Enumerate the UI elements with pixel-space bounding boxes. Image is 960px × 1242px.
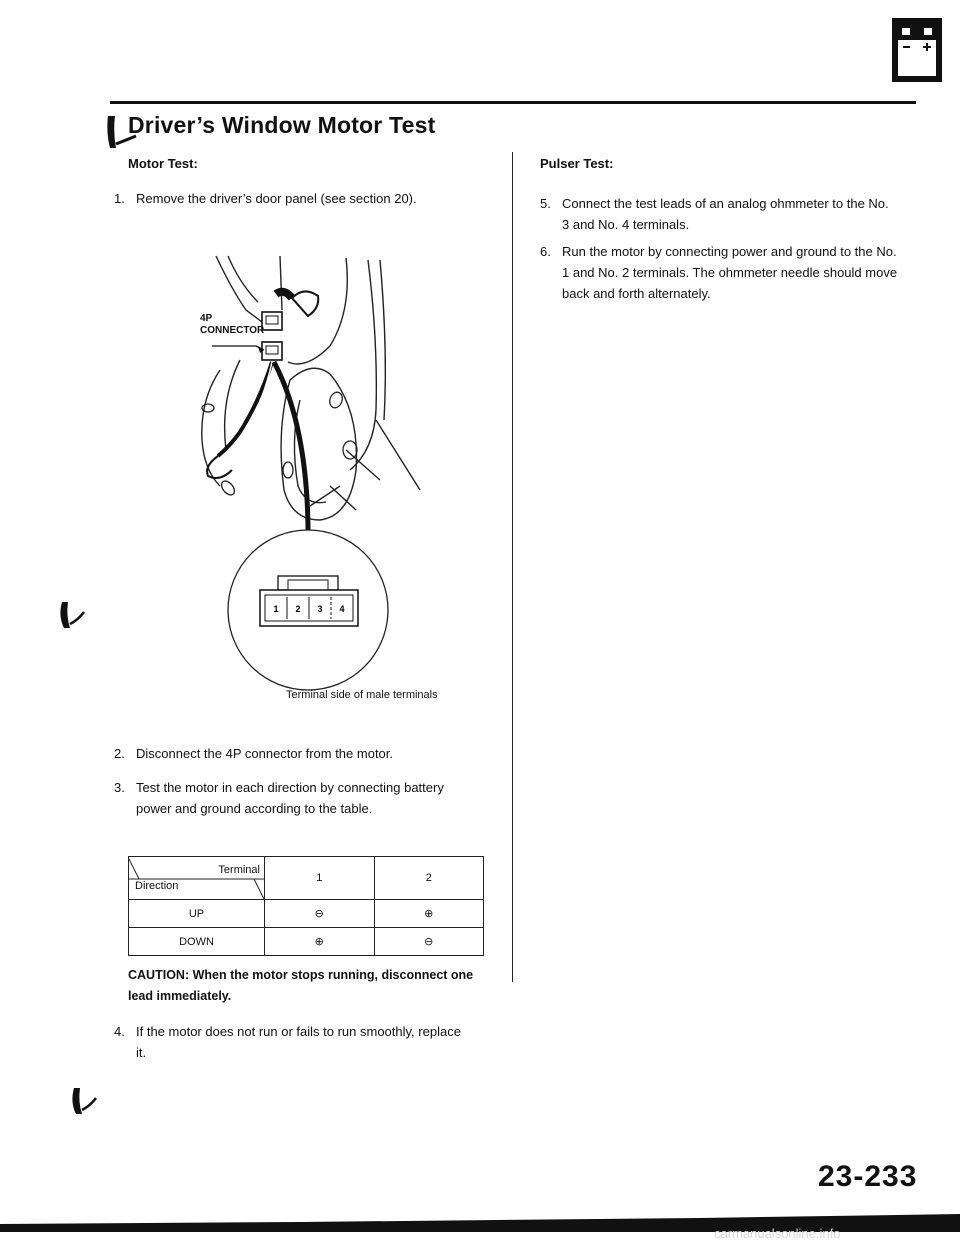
step-1 xyxy=(114,188,472,209)
step-number: 4. xyxy=(114,1024,125,1039)
row-label: UP xyxy=(129,900,265,928)
battery-icon xyxy=(892,18,942,82)
table-row xyxy=(129,928,484,956)
pulser-test-heading: Pulser Test: xyxy=(540,156,614,171)
terminal-3-label: 3 xyxy=(317,604,323,614)
motor-test-heading: Motor Test: xyxy=(128,156,198,171)
table-row xyxy=(129,900,484,928)
page-title: Driver’s Window Motor Test xyxy=(128,112,436,138)
column-divider xyxy=(512,152,513,982)
step-text: Test the motor in each direction by connecting battery power and ground according to the table. xyxy=(136,780,444,816)
header-rule xyxy=(110,101,916,104)
table-corner-cell xyxy=(129,857,265,900)
row-label: DOWN xyxy=(129,928,265,956)
table-cell: ⊕ xyxy=(374,900,484,928)
figure-caption: Terminal side of male terminals xyxy=(286,689,438,701)
connector-label xyxy=(200,313,264,337)
terminal-2-label: 2 xyxy=(295,604,301,614)
watermark: carmanualsonline.info xyxy=(714,1226,841,1241)
step-text: Connect the test leads of an analog ohmmeter to the No. 3 and No. 4 terminals. xyxy=(562,196,889,232)
step-text: Remove the driver’s door panel (see section 20). xyxy=(136,191,417,206)
step-text: Run the motor by connecting power and ground to the No. 1 and No. 2 terminals. The ohmmeter needle should move back and forth alternately. xyxy=(562,244,898,301)
step-4 xyxy=(114,1021,472,1063)
step-3 xyxy=(114,777,472,819)
step-2 xyxy=(114,743,472,764)
step-text: If the motor does not run or fails to run smoothly, replace it. xyxy=(136,1024,461,1060)
terminal-1-label: 1 xyxy=(273,604,279,614)
step-5 xyxy=(540,193,898,235)
step-number: 2. xyxy=(114,746,125,761)
connector-label-line2: CONNECTOR xyxy=(200,325,265,336)
step-number: 5. xyxy=(540,196,551,211)
step-number: 1. xyxy=(114,191,125,206)
table-cell: ⊕ xyxy=(265,928,375,956)
column-header: 2 xyxy=(374,857,484,900)
step-number: 3. xyxy=(114,780,125,795)
table-cell: ⊖ xyxy=(374,928,484,956)
table-header-row xyxy=(129,857,484,900)
column-header: 1 xyxy=(265,857,375,900)
step-number: 6. xyxy=(540,244,551,259)
side-marker xyxy=(56,600,86,630)
terminal-4-label: 4 xyxy=(339,604,345,614)
step-text: Disconnect the 4P connector from the motor. xyxy=(136,746,394,761)
connector-label-line1: 4P xyxy=(200,313,213,324)
side-marker xyxy=(68,1086,98,1116)
motor-test-table xyxy=(128,856,484,956)
page-number: 23-233 xyxy=(818,1160,918,1193)
table-cell: ⊖ xyxy=(265,900,375,928)
step-6 xyxy=(540,241,898,304)
caution-note: CAUTION: When the motor stops running, disconnect one lead immediately. xyxy=(128,968,474,1003)
header-direction: Direction xyxy=(135,880,179,892)
header-terminal: Terminal xyxy=(218,864,260,876)
